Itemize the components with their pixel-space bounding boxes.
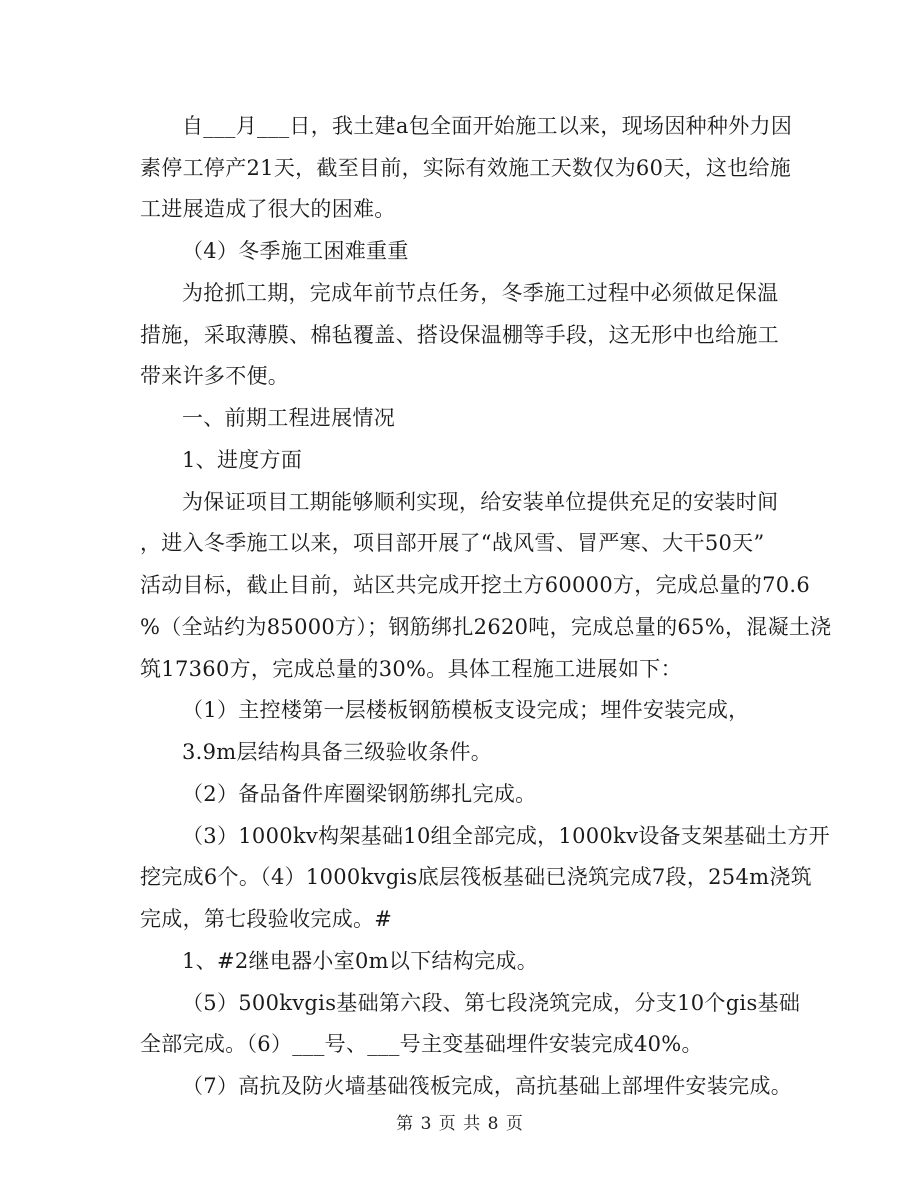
list-item-line: （1）主控楼第一层楼板钢筋模板支设完成；埋件安装完成， [182, 698, 750, 722]
paragraph-line: 工进展造成了很大的困难。 [140, 197, 396, 221]
section-heading: 1、进度方面 [182, 448, 303, 472]
paragraph-line: 为保证项目工期能够顺利实现，给安装单位提供充足的安装时间 [182, 490, 779, 514]
paragraph-line: 素停工停产21天，截至目前，实际有效施工天数仅为60天，这也给施 [140, 156, 792, 180]
paragraph-line: 筑17360方，完成总量的30%。具体工程施工进展如下： [140, 657, 682, 681]
section-heading: （4）冬季施工困难重重 [182, 239, 409, 263]
list-item-line: （2）备品备件库圈梁钢筋绑扎完成。 [182, 782, 537, 806]
list-item-line: 完成，第七段验收完成。# [140, 907, 393, 931]
list-item-line: 3.9m层结构具备三级验收条件。 [182, 740, 493, 764]
section-heading: 一、前期工程进展情况 [182, 406, 395, 430]
list-item-line: 全部完成。（6）___号、___号主变基础埋件安装完成40%。 [140, 1032, 703, 1056]
list-item-line: 1、#2继电器小室0m以下结构完成。 [182, 949, 538, 973]
paragraph-line: 活动目标，截止目前，站区共完成开挖土方60000方，完成总量的70.6 [140, 573, 811, 597]
paragraph-line: %（全站约为85000方）；钢筋绑扎2620吨，完成总量的65%，混凝土浇 [140, 615, 832, 639]
paragraph-line: 措施，采取薄膜、棉毡覆盖、搭设保温棚等手段，这无形中也给施工 [140, 323, 779, 347]
paragraph-line: ，进入冬季施工以来，项目部开展了“战风雪、冒严寒、大干50天” [140, 531, 765, 555]
list-item-line: 挖完成6个。（4）1000kvgis底层筏板基础已浇筑完成7段，254m浇筑 [140, 865, 812, 889]
list-item-line: （7）高抗及防火墙基础筏板完成，高抗基础上部埋件安装完成。 [182, 1074, 793, 1098]
paragraph-line: 为抢抓工期，完成年前节点任务，冬季施工过程中必须做足保温 [182, 281, 779, 305]
list-item-line: （5）500kvgis基础第六段、第七段浇筑完成，分支10个gis基础 [182, 991, 801, 1015]
paragraph-line: 带来许多不便。 [140, 364, 290, 388]
paragraph-line: 自___月___日，我土建a包全面开始施工以来，现场因种种外力因 [182, 114, 793, 138]
list-item-line: （3）1000kv构架基础10组全部完成，1000kv设备支架基础土方开 [182, 824, 830, 848]
page-number-footer: 第 3 页 共 8 页 [396, 1114, 524, 1134]
